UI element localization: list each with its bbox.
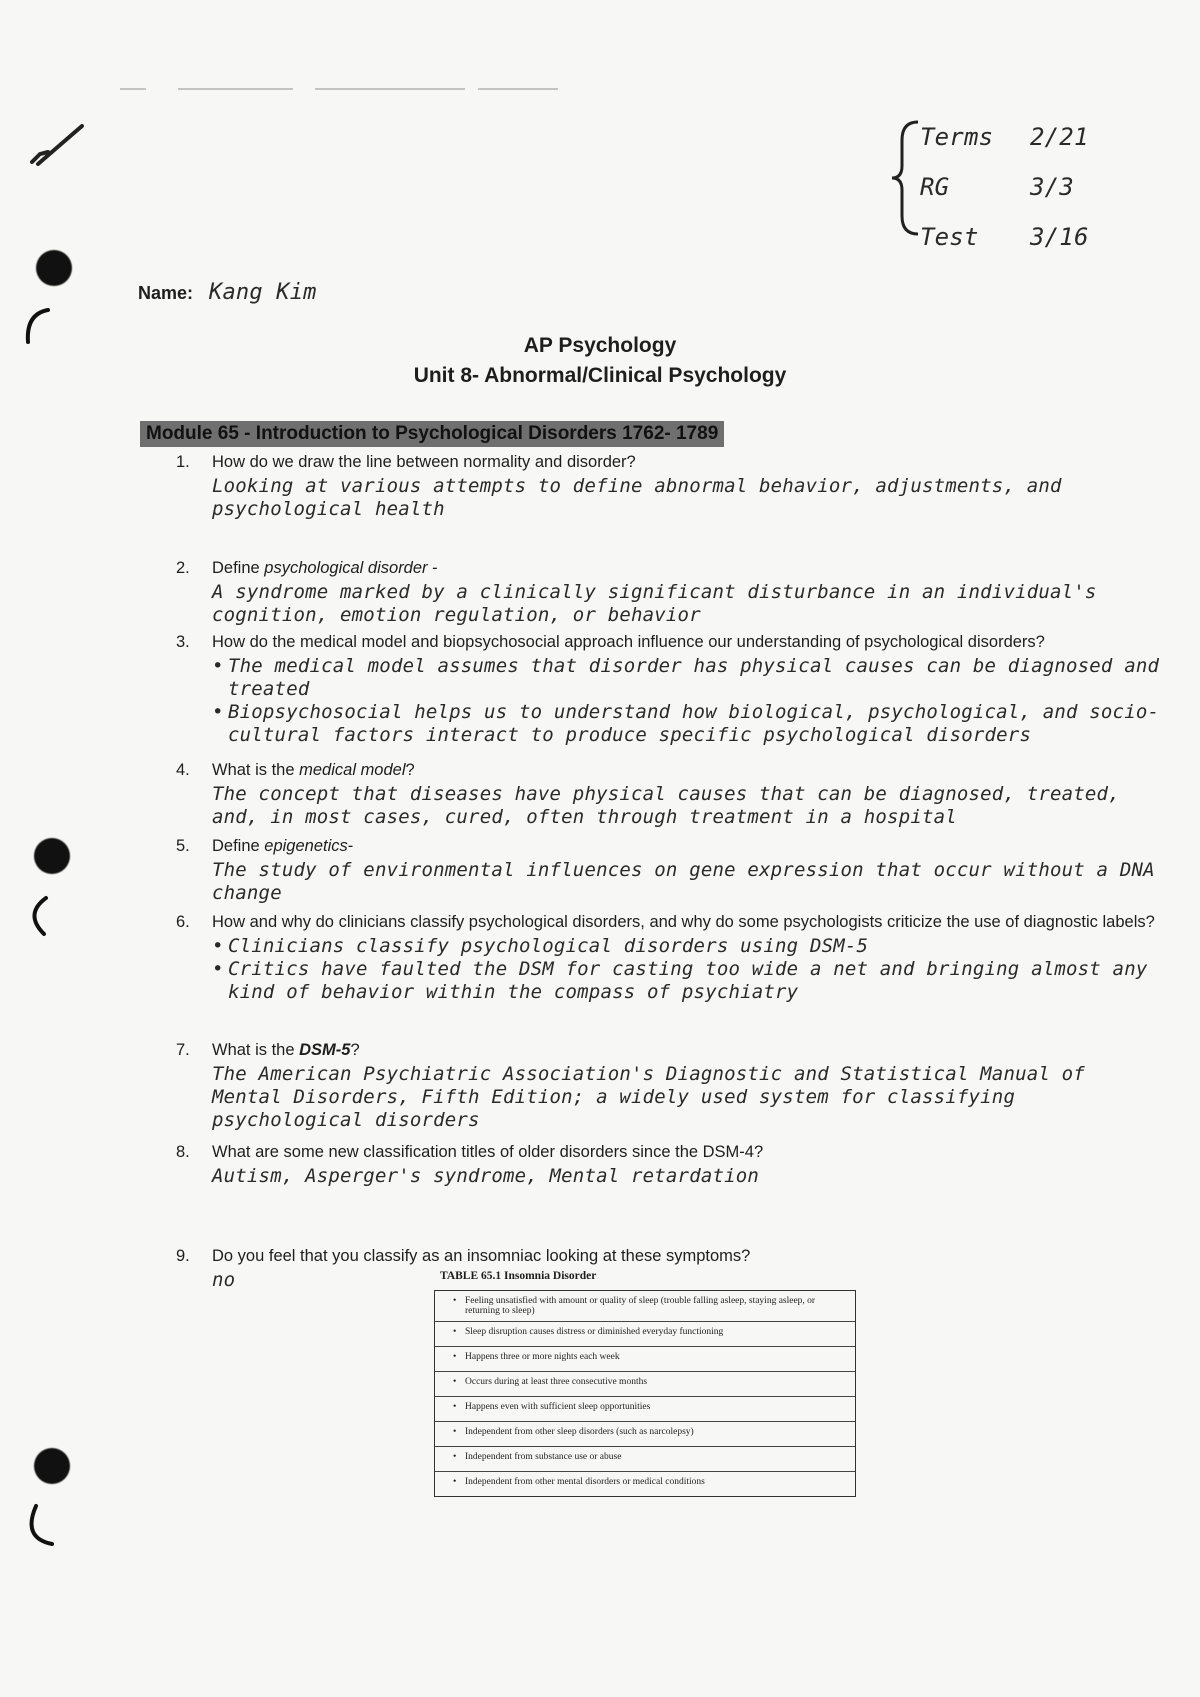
- question-number: 9.: [176, 1247, 190, 1265]
- scan-line: [120, 88, 146, 90]
- due-row: [920, 212, 1120, 262]
- binder-hole: [36, 250, 72, 286]
- question-text: How do we draw the line between normality and disorder?: [212, 453, 636, 471]
- check-mark-icon: [28, 118, 88, 170]
- due-dates: [920, 112, 1120, 262]
- due-label: RG: [920, 173, 950, 201]
- hole-shadow-arc: [22, 1502, 56, 1548]
- answer-bullet: • Clinicians classify psychological disorders using DSM-5: [212, 935, 869, 957]
- due-date: 3/16: [1030, 223, 1089, 251]
- question-text: What is the DSM-5?: [212, 1041, 360, 1059]
- question-number: 5.: [176, 837, 190, 855]
- question-number: 8.: [176, 1143, 190, 1161]
- question-text: Define epigenetics-: [212, 837, 354, 855]
- name-value: Kang Kim: [209, 280, 317, 305]
- question-9: [176, 1244, 1166, 1292]
- answer: no: [212, 1269, 236, 1291]
- question-6: [176, 910, 1166, 1004]
- question-number: 6.: [176, 913, 190, 931]
- due-date: 3/3: [1030, 173, 1074, 201]
- table-row: • Independent from substance use or abuse: [435, 1447, 855, 1472]
- answer-bullet: • The medical model assumes that disorder has physical causes can be diagnosed and treated: [212, 655, 1160, 700]
- question-5: [176, 834, 1166, 905]
- table-row: • Feeling unsatisfied with amount or quality of sleep (trouble falling asleep, staying asleep, or returning to sleep): [435, 1291, 855, 1322]
- unit-title: Unit 8- Abnormal/Clinical Psychology: [413, 364, 787, 387]
- name-row: [138, 280, 317, 305]
- binder-hole: [34, 1448, 70, 1484]
- question-text: What are some new classification titles of older disorders since the DSM-4?: [212, 1143, 764, 1161]
- scan-line: [315, 88, 465, 90]
- question-number: 4.: [176, 761, 190, 779]
- due-row: [920, 162, 1120, 212]
- answer: Looking at various attempts to define abnormal behavior, adjustments, and psychological health: [212, 475, 1062, 520]
- hole-shadow-arc: [22, 894, 52, 938]
- question-2: [176, 556, 1166, 627]
- table-row: • Happens three or more nights each week: [435, 1347, 855, 1372]
- answer: Autism, Asperger's syndrome, Mental retardation: [212, 1165, 760, 1187]
- course-title: AP Psychology: [523, 334, 677, 357]
- question-number: 2.: [176, 559, 190, 577]
- name-label: Name:: [138, 283, 194, 303]
- answer: A syndrome marked by a clinically significant disturbance in an individual's cognition, emotion regulation, or behavior: [212, 581, 1097, 626]
- question-number: 3.: [176, 633, 190, 651]
- answer-bullet: • Critics have faulted the DSM for casting too wide a net and bringing almost any kind of behavior within the compass of psychiatry: [212, 958, 1148, 1003]
- question-8: [176, 1140, 1166, 1188]
- question-3: [176, 630, 1166, 747]
- question-4: [176, 758, 1166, 829]
- question-7: [176, 1038, 1166, 1132]
- binder-hole: [34, 838, 70, 874]
- table-row: • Happens even with sufficient sleep opportunities: [435, 1397, 855, 1422]
- due-label: Test: [920, 223, 979, 251]
- question-text: How and why do clinicians classify psychological disorders, and why do some psychologists criticize the use of diagnostic labels?: [212, 913, 1155, 931]
- question-1: [176, 450, 1166, 521]
- question-text: What is the medical model?: [212, 761, 415, 779]
- table-caption: TABLE 65.1 Insomnia Disorder: [440, 1270, 597, 1282]
- question-text: Do you feel that you classify as an insomniac looking at these symptoms?: [212, 1247, 751, 1265]
- due-date: 2/21: [1030, 123, 1089, 151]
- answer: The concept that diseases have physical causes that can be diagnosed, treated, and, in most cases, cured, often through treatment in a hospital: [212, 783, 1120, 828]
- table-row: • Independent from other sleep disorders (such as narcolepsy): [435, 1422, 855, 1447]
- question-text: Define psychological disorder -: [212, 559, 438, 577]
- due-label: Terms: [920, 123, 994, 151]
- answer: The American Psychiatric Association's Diagnostic and Statistical Manual of Mental Disorders, Fifth Edition; a widely used system for classifying psychological disorders: [212, 1063, 1085, 1131]
- scan-line: [478, 88, 558, 90]
- insomnia-table: [434, 1290, 856, 1497]
- due-row: [920, 112, 1120, 162]
- table-row: • Independent from other mental disorders or medical conditions: [453, 1477, 705, 1487]
- answer-bullet: • Biopsychosocial helps us to understand how biological, psychological, and socio-cultural factors interact to produce specific psychological disorders: [212, 701, 1160, 746]
- brace-icon: [888, 118, 924, 238]
- module-heading: Module 65 - Introduction to Psychological Disorders 1762- 1789: [140, 421, 724, 447]
- question-number: 7.: [176, 1041, 190, 1059]
- answer: The study of environmental influences on gene expression that occur without a DNA change: [212, 859, 1155, 904]
- scan-line: [178, 88, 293, 90]
- question-number: 1.: [176, 453, 190, 471]
- table-row: • Occurs during at least three consecutive months: [435, 1372, 855, 1397]
- question-text: How do the medical model and biopsychosocial approach influence our understanding of psychological disorders?: [212, 633, 1045, 651]
- table-row: • Sleep disruption causes distress or diminished everyday functioning: [435, 1322, 855, 1347]
